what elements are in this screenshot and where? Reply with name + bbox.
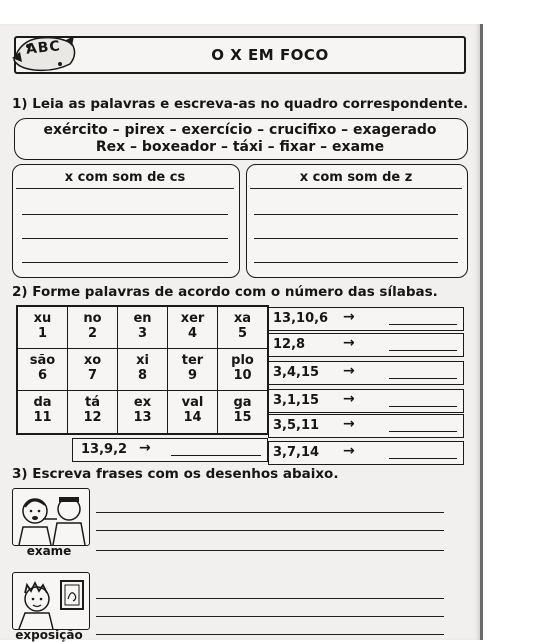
answer-line[interactable] <box>389 324 457 325</box>
syllable: xi <box>136 353 149 368</box>
syllable-cell <box>18 311 67 353</box>
syllable-number: 6 <box>37 368 48 383</box>
sentence-line[interactable] <box>96 598 444 599</box>
sentence-line[interactable] <box>96 616 444 617</box>
question-3-text: Escreva frases com os desenhos abaixo. <box>32 466 339 482</box>
question-1 <box>12 96 468 112</box>
syllable-number: 14 <box>183 410 202 425</box>
exam-caption: exame <box>26 544 72 558</box>
code-box <box>268 333 464 357</box>
answer-line[interactable] <box>389 431 457 432</box>
arrow-icon: → <box>343 335 355 351</box>
syllable-cell <box>68 311 117 353</box>
word-bank-line-2: Rex – boxeador – táxi – fixar – exame <box>95 139 385 155</box>
syllable-grid <box>16 305 269 435</box>
syllable-cell <box>218 311 267 353</box>
syllable-code: 12,8 <box>273 337 306 352</box>
syllable-cell <box>118 311 167 353</box>
syllable-number: 10 <box>233 368 252 383</box>
syllable-code: 3,7,14 <box>273 445 320 460</box>
syllable-code: 13,10,6 <box>273 311 329 326</box>
answer-line[interactable] <box>389 378 457 379</box>
arrow-icon: → <box>139 440 151 456</box>
sentence-line[interactable] <box>96 530 444 531</box>
word-bank-line-1: exército – pirex – exercício – crucifixo – exagerado <box>43 122 437 138</box>
syllable: ter <box>181 353 204 368</box>
syllable-number: 9 <box>187 368 198 383</box>
syllable-number: 13 <box>133 410 152 425</box>
syllable-code: 13,9,2 <box>81 442 128 457</box>
syllable-cell <box>168 311 217 353</box>
syllable: são <box>29 353 56 368</box>
z-answer-line[interactable] <box>254 214 458 215</box>
syllable-number: 4 <box>187 326 198 341</box>
question-2 <box>12 284 438 300</box>
syllable-cell <box>18 395 67 437</box>
cs-header-divider <box>16 188 234 189</box>
exhibition-caption: exposição <box>15 628 83 642</box>
question-2-number: 2) <box>12 284 28 300</box>
syllable: en <box>133 311 152 326</box>
question-3-number: 3) <box>12 466 28 482</box>
cs-answer-line[interactable] <box>22 262 228 263</box>
syllable-cell <box>68 353 117 395</box>
z-sound-header: x com som de z <box>299 170 413 185</box>
question-2-text: Forme palavras de acordo com o número das sílabas. <box>32 284 438 300</box>
arrow-icon: → <box>343 443 355 459</box>
syllable-number: 1 <box>37 326 48 341</box>
syllable-code: 3,4,15 <box>273 365 320 380</box>
syllable: val <box>181 395 204 410</box>
syllable: plo <box>231 353 254 368</box>
syllable-code: 3,1,15 <box>273 393 320 408</box>
syllable: no <box>83 311 102 326</box>
syllable-number: 2 <box>87 326 98 341</box>
code-box <box>268 389 464 413</box>
cs-sound-header: x com som de cs <box>64 170 186 185</box>
syllable-cell <box>168 395 217 437</box>
syllable-cell <box>68 395 117 437</box>
syllable: xo <box>83 353 102 368</box>
answer-line[interactable] <box>171 455 261 456</box>
exam-drawing <box>12 488 90 546</box>
code-box <box>72 438 268 462</box>
syllable-code: 3,5,11 <box>273 418 320 433</box>
syllable-number: 11 <box>33 410 52 425</box>
arrow-icon: → <box>343 309 355 325</box>
sentence-line[interactable] <box>96 512 444 513</box>
syllable-cell <box>218 353 267 395</box>
syllable-number: 7 <box>87 368 98 383</box>
code-box <box>268 414 464 438</box>
arrow-icon: → <box>343 363 355 379</box>
arrow-icon: → <box>343 416 355 432</box>
syllable-cell <box>118 395 167 437</box>
syllable-number: 5 <box>237 326 248 341</box>
sentence-line[interactable] <box>96 634 444 635</box>
syllable: xu <box>33 311 52 326</box>
syllable-number: 8 <box>137 368 148 383</box>
syllable-number: 12 <box>83 410 102 425</box>
syllable-number: 15 <box>233 410 252 425</box>
z-answer-line[interactable] <box>254 262 458 263</box>
syllable: tá <box>85 395 100 410</box>
syllable-cell <box>18 353 67 395</box>
question-3 <box>12 466 338 482</box>
z-header-divider <box>250 188 462 189</box>
syllable: xa <box>233 311 252 326</box>
answer-line[interactable] <box>389 458 457 459</box>
code-box <box>268 307 464 331</box>
museum-visitor-icon <box>13 573 89 629</box>
syllable: xer <box>180 311 205 326</box>
syllable-cell <box>168 353 217 395</box>
sentence-line[interactable] <box>96 550 444 551</box>
logo-text: ABC <box>25 38 62 58</box>
z-answer-line[interactable] <box>254 238 458 239</box>
code-box <box>268 361 464 385</box>
syllable: da <box>33 395 52 410</box>
arrow-icon: → <box>343 391 355 407</box>
doctor-patient-icon <box>13 489 89 545</box>
syllable: ex <box>133 395 152 410</box>
answer-line[interactable] <box>389 406 457 407</box>
syllable: ga <box>233 395 252 410</box>
cs-answer-line[interactable] <box>22 214 228 215</box>
question-1-text: Leia as palavras e escreva-as no quadro correspondente. <box>32 96 469 112</box>
answer-line[interactable] <box>389 350 457 351</box>
page-edge <box>480 24 483 640</box>
page-title: O X EM FOCO <box>211 46 329 64</box>
syllable-number: 3 <box>137 326 148 341</box>
syllable-cell <box>218 395 267 437</box>
code-box <box>268 441 464 465</box>
exhibition-drawing <box>12 572 90 630</box>
cs-answer-line[interactable] <box>22 238 228 239</box>
syllable-cell <box>118 353 167 395</box>
question-1-number: 1) <box>12 96 28 112</box>
